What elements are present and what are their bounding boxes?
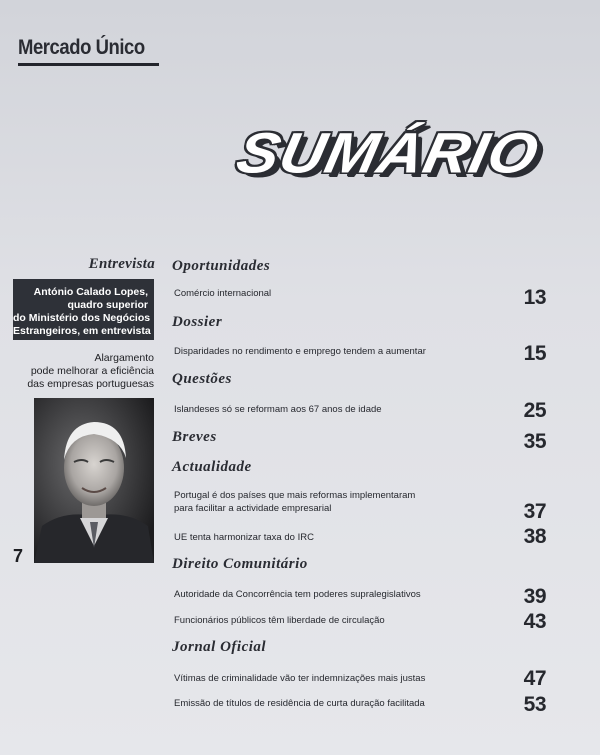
section-oportunidades: Oportunidades bbox=[172, 258, 271, 274]
section-jornal-oficial: Jornal Oficial bbox=[172, 639, 267, 655]
interview-heading: Entrevista bbox=[88, 256, 155, 272]
section-breves: Breves bbox=[172, 429, 217, 445]
interview-box-line: Estrangeiros, em entrevista bbox=[13, 325, 151, 337]
article-page-number: 43 bbox=[523, 610, 546, 633]
interview-box-line: António Calado Lopes, bbox=[33, 286, 148, 298]
article-title: para facilitar a actividade empresarial bbox=[174, 503, 332, 514]
brand-underline bbox=[18, 63, 159, 66]
article-title: Vítimas de criminalidade vão ter indemnizações mais justas bbox=[174, 673, 426, 684]
article-title: Autoridade da Concorrência tem poderes supralegislativos bbox=[174, 589, 421, 600]
section-actualidade: Actualidade bbox=[172, 459, 252, 475]
article-page-number: 25 bbox=[523, 399, 546, 422]
interview-box-line: do Ministério dos Negócios bbox=[13, 312, 151, 324]
section-direito-comunitario: Direito Comunitário bbox=[172, 556, 308, 572]
article-title: Emissão de títulos de residência de curta duração facilitada bbox=[174, 698, 425, 709]
article-title: Portugal é dos países que mais reformas implementaram bbox=[174, 490, 416, 501]
interview-summary-box bbox=[13, 279, 154, 340]
interviewee-photo bbox=[34, 398, 154, 563]
article-page-number: 35 bbox=[523, 430, 546, 453]
article-page-number: 37 bbox=[523, 500, 546, 523]
interview-description bbox=[13, 352, 154, 391]
interview-desc-line: das empresas portuguesas bbox=[27, 378, 154, 390]
page-title: SUMÁRIO bbox=[231, 121, 545, 186]
article-title: Islandeses só se reformam aos 67 anos de idade bbox=[174, 404, 382, 415]
article-title: UE tenta harmonizar taxa do IRC bbox=[174, 532, 314, 543]
article-page-number: 47 bbox=[523, 667, 546, 690]
interview-box-line: quadro superior bbox=[67, 299, 148, 311]
article-page-number: 39 bbox=[523, 585, 546, 608]
article-title: Disparidades no rendimento e emprego tendem a aumentar bbox=[174, 346, 426, 357]
section-questoes: Questões bbox=[172, 371, 232, 387]
article-title: Funcionários públicos têm liberdade de circulação bbox=[174, 615, 385, 626]
article-page-number: 15 bbox=[523, 342, 546, 365]
brand-title: Mercado Único bbox=[18, 36, 145, 59]
section-dossier: Dossier bbox=[172, 314, 223, 330]
article-title: Comércio internacional bbox=[174, 288, 272, 299]
interview-page-number: 7 bbox=[13, 546, 24, 566]
interview-desc-line: pode melhorar a eficiência bbox=[30, 365, 154, 377]
article-page-number: 38 bbox=[523, 525, 546, 548]
interview-desc-line: Alargamento bbox=[94, 352, 154, 364]
article-page-number: 13 bbox=[523, 286, 546, 309]
article-page-number: 53 bbox=[523, 693, 546, 716]
